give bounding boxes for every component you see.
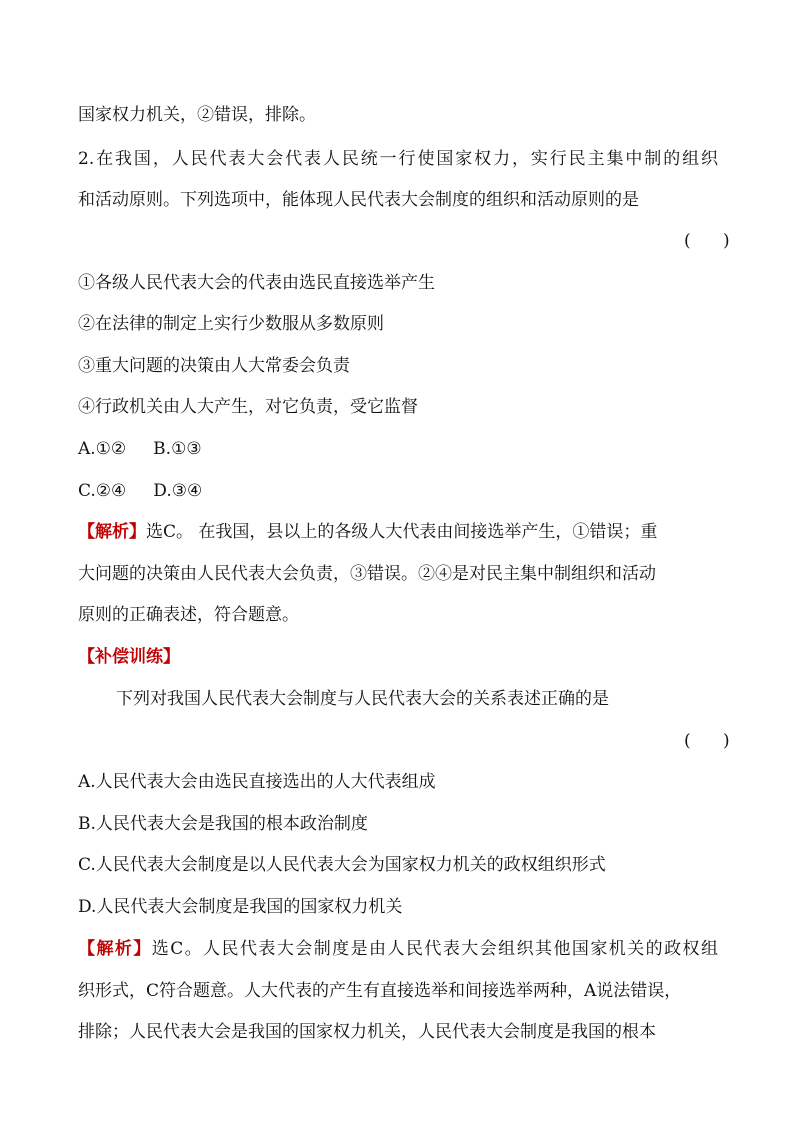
statement-3: ③重大问题的决策由人大常委会负责 (78, 356, 350, 376)
answer-parentheses: ( ) (684, 731, 730, 751)
practice-option-a: A.人民代表大会由选民直接选出的人大代表组成 (78, 772, 436, 792)
previous-answer-continuation: 国家权力机关，②错误，排除。 (78, 105, 316, 125)
analysis-text: 选C。 在我国，县以上的各级人大代表由间接选举产生，①错误；重 (146, 522, 658, 542)
analysis-tag: 【解析】 (78, 939, 152, 959)
analysis-2-line-1 (78, 520, 657, 544)
practice-option-b: B.人民代表大会是我国的根本政治制度 (78, 814, 368, 834)
practice-question-stem: 下列对我国人民代表大会制度与人民代表大会的关系表述正确的是 (116, 689, 609, 709)
analysis-3-line-2: 织形式，C符合题意。人大代表的产生有直接选举和间接选举两种，A说法错误， (78, 981, 682, 1001)
practice-tag: 【补偿训练】 (78, 647, 180, 667)
options-row-2: C.②④ D.③④ (78, 481, 203, 501)
options-row-1: A.①② B.①③ (78, 439, 202, 459)
practice-option-d: D.人民代表大会制度是我国的国家权力机关 (78, 897, 403, 917)
statement-1: ①各级人民代表大会的代表由选民直接选举产生 (78, 273, 435, 293)
analysis-tag: 【解析】 (78, 522, 146, 542)
question-2-stem-line-2: 和活动原则。下列选项中，能体现人民代表大会制度的组织和活动原则的是 (78, 190, 639, 210)
analysis-3-line-3: 排除；人民代表大会是我国的国家权力机关，人民代表大会制度是我国的根本 (78, 1022, 656, 1042)
analysis-text: 选C。人民代表大会制度是由人民代表大会组织其他国家机关的政权组 (151, 939, 718, 959)
analysis-3-line-1 (78, 937, 718, 961)
practice-option-c: C.人民代表大会制度是以人民代表大会为国家权力机关的政权组织形式 (78, 855, 606, 875)
statement-2: ②在法律的制定上实行少数服从多数原则 (78, 314, 384, 334)
answer-parentheses: ( ) (684, 231, 730, 251)
statement-4: ④行政机关由人大产生，对它负责，受它监督 (78, 397, 418, 417)
analysis-2-line-3: 原则的正确表述，符合题意。 (78, 605, 299, 625)
question-2-stem-line-1: 2.在我国，人民代表大会代表人民统一行使国家权力，实行民主集中制的组织 (78, 149, 718, 169)
analysis-2-line-2: 大问题的决策由人民代表大会负责，③错误。②④是对民主集中制组织和活动 (78, 564, 656, 584)
